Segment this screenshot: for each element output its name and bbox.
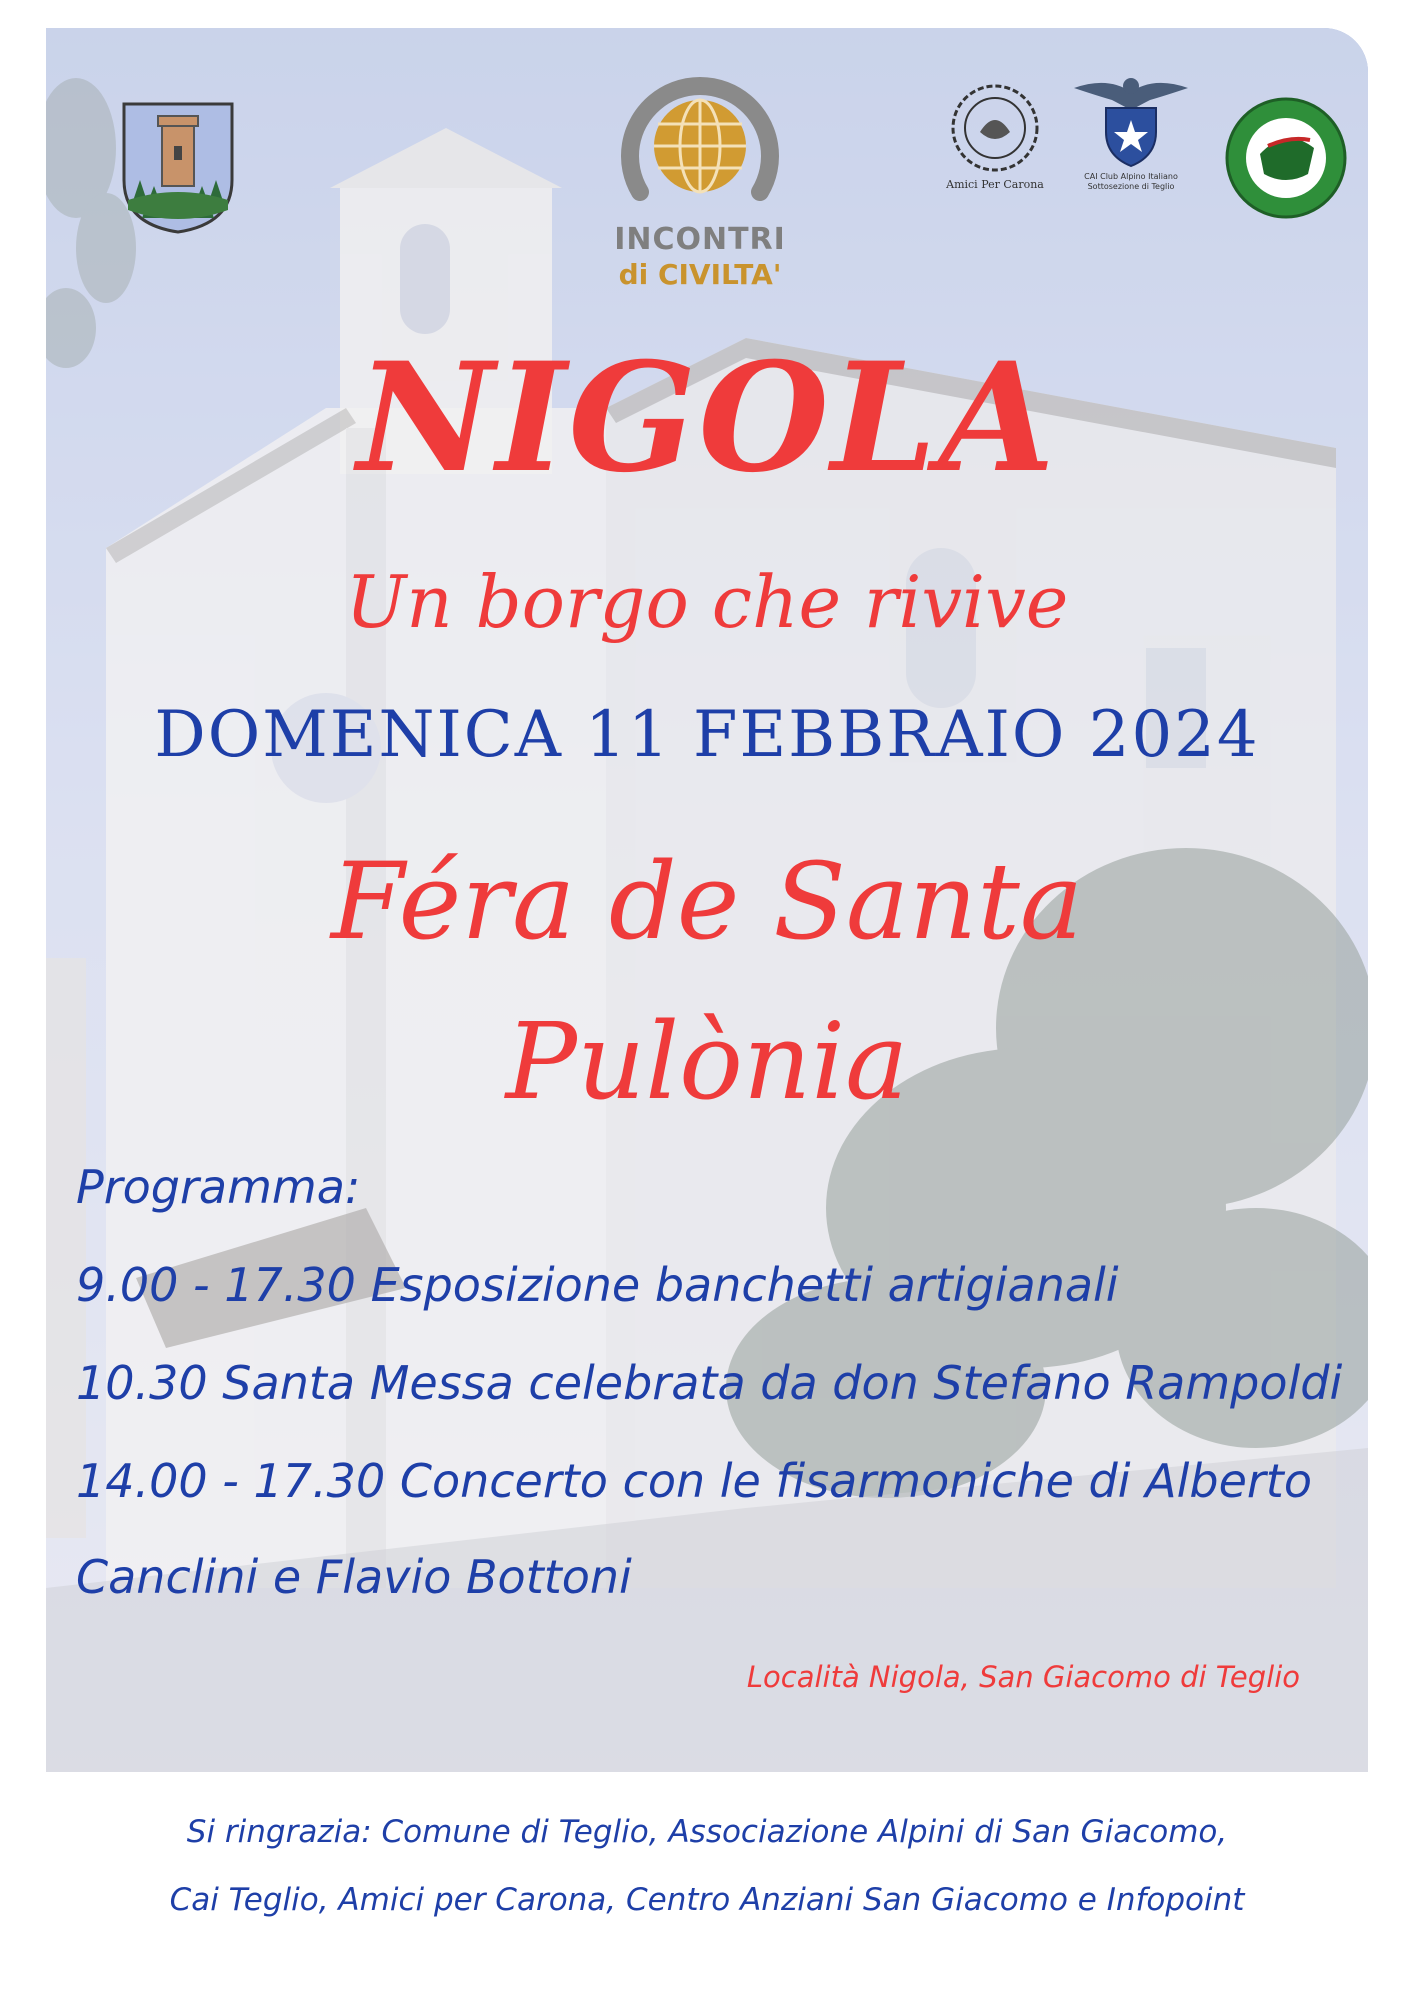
cai-club-alpino-logo	[1068, 70, 1194, 200]
amici-per-carona-logo	[930, 80, 1060, 200]
program-item: 14.00 - 17.30 Concerto con le fisarmoniche di Alberto	[76, 1454, 1312, 1508]
globe-icon	[600, 72, 800, 222]
incontri-logo-text: INCONTRI	[614, 222, 786, 257]
program-heading: Programma:	[76, 1160, 361, 1214]
event-date: DOMENICA 11 FEBBRAIO 2024	[154, 698, 1260, 772]
event-name-line1: Féra de Santa	[330, 840, 1084, 963]
event-title: NIGOLA	[357, 330, 1057, 506]
event-subtitle: Un borgo che rivive	[345, 560, 1069, 644]
carona-logo-label: Amici Per Carona	[946, 178, 1044, 191]
alpini-group-logo	[1224, 96, 1348, 220]
thanks-line-2: Cai Teglio, Amici per Carona, Centro Anziani San Giacomo e Infopoint	[169, 1882, 1245, 1918]
program-item: Canclini e Flavio Bottoni	[76, 1550, 632, 1604]
thanks-line-1: Si ringrazia: Comune di Teglio, Associazione Alpini di San Giacomo,	[186, 1814, 1228, 1850]
incontri-di-civilta-logo	[600, 72, 800, 302]
cai-logo-label	[1068, 172, 1194, 192]
comune-crest-logo	[120, 100, 236, 236]
event-name-line2: Pulònia	[505, 1000, 909, 1123]
program-item: 10.30 Santa Messa celebrata da don Stefano Rampoldi	[76, 1356, 1343, 1410]
program-item: 9.00 - 17.30 Esposizione banchetti artigianali	[76, 1258, 1119, 1312]
cai-label-line1: CAI Club Alpino Italiano	[1084, 172, 1178, 181]
civilta-logo-text: di CIVILTA'	[618, 258, 782, 291]
event-location: Località Nigola, San Giacomo di Teglio	[746, 1660, 1300, 1694]
cai-label-line2: Sottosezione di Teglio	[1087, 182, 1175, 191]
